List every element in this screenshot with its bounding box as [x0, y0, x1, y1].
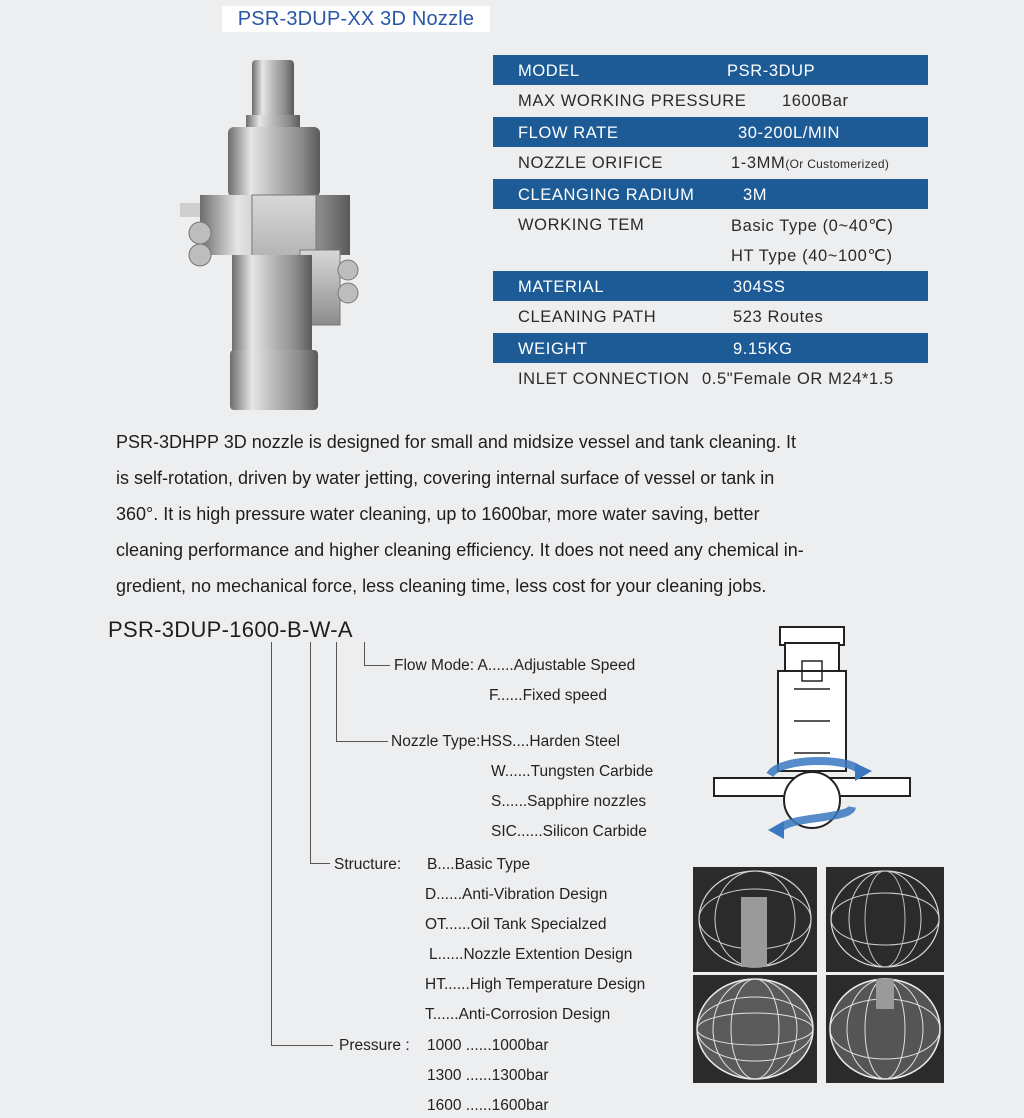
description-line: cleaning performance and higher cleaning efficiency. It does not need any chemical in- — [116, 540, 804, 560]
spec-value — [727, 62, 815, 81]
spec-value — [738, 124, 840, 143]
pressure-option: 1000 ......1000bar — [427, 1037, 549, 1054]
spec-value — [702, 370, 894, 389]
flow-mode-option: F......Fixed speed — [489, 687, 608, 704]
spec-row — [493, 209, 928, 239]
spec-value-text: 9.15KG — [733, 340, 793, 358]
spec-value-text: 1-3MM — [731, 154, 786, 172]
spec-value — [782, 92, 849, 111]
spec-value — [733, 340, 793, 359]
structure-label: Structure: — [334, 856, 402, 873]
spec-value-text: 3M — [743, 186, 768, 204]
nozzle-type-option: S......Sapphire nozzles — [491, 793, 647, 810]
spec-value-text: 523 Routes — [733, 308, 824, 326]
spec-value-text: HT Type (40~100℃) — [731, 247, 893, 265]
description-line: gredient, no mechanical force, less cleaning time, less cost for your cleaning jobs. — [116, 576, 767, 596]
spec-row — [493, 147, 928, 177]
connector-line — [364, 665, 390, 666]
spec-row — [493, 85, 928, 115]
spec-key: INLET CONNECTION — [518, 370, 690, 388]
nozzle-type-option: W......Tungsten Carbide — [491, 763, 654, 780]
spec-key: MAX WORKING PRESSURE — [518, 92, 747, 110]
spec-value-text: Basic Type (0~40℃) — [731, 217, 894, 235]
spec-row — [493, 55, 928, 85]
spec-value-text: 0.5"Female OR M24*1.5 — [702, 370, 894, 388]
spec-key: NOZZLE ORIFICE — [518, 154, 663, 172]
description-line: is self-rotation, driven by water jetting, covering internal surface of vessel or tank in — [116, 468, 775, 488]
product-description — [116, 424, 916, 604]
structure-option: L......Nozzle Extention Design — [429, 946, 633, 963]
description-line: 360°. It is high pressure water cleaning, up to 1600bar, more water saving, better — [116, 504, 760, 524]
pressure-label: Pressure : — [339, 1037, 410, 1054]
spec-key: MODEL — [518, 62, 580, 80]
connector-line — [336, 642, 337, 742]
spec-row — [493, 117, 928, 147]
spec-value — [733, 278, 786, 297]
spec-value-text: 1600Bar — [782, 92, 849, 110]
cleaning-path-image — [693, 975, 817, 1083]
spec-value-text: 30-200L/MIN — [738, 124, 840, 142]
page-title: PSR-3DUP-XX 3D Nozzle — [222, 6, 490, 32]
spec-row — [493, 271, 928, 301]
spec-value — [743, 186, 767, 205]
spec-row — [493, 363, 928, 393]
nozzle-type-option: Nozzle Type:HSS....Harden Steel — [391, 733, 620, 750]
cleaning-path-image — [826, 975, 944, 1083]
cleaning-path-image — [693, 867, 817, 972]
connector-line — [310, 863, 330, 864]
spec-value-text: 304SS — [733, 278, 786, 296]
connector-line — [310, 642, 311, 864]
structure-option: T......Anti-Corrosion Design — [425, 1006, 611, 1023]
nozzle-type-option: SIC......Silicon Carbide — [491, 823, 647, 840]
structure-option: D......Anti-Vibration Design — [425, 886, 608, 903]
cleaning-path-image — [826, 867, 944, 972]
spec-key: CLEANING PATH — [518, 308, 657, 326]
structure-option: B....Basic Type — [427, 856, 531, 873]
spec-row — [493, 301, 928, 331]
model-code: PSR-3DUP-1600-B-W-A — [108, 617, 353, 642]
spec-value-text: PSR-3DUP — [727, 62, 816, 80]
spec-value — [731, 246, 893, 266]
spec-row — [493, 333, 928, 363]
structure-option: HT......High Temperature Design — [425, 976, 646, 993]
spec-key: MATERIAL — [518, 278, 605, 296]
spec-key: CLEANGING RADIUM — [518, 186, 695, 204]
spec-value — [731, 216, 893, 236]
connector-line — [271, 1045, 333, 1046]
spec-row — [493, 239, 928, 269]
flow-mode-option: Flow Mode: A......Adjustable Speed — [394, 657, 636, 674]
spec-key: WEIGHT — [518, 340, 588, 358]
connector-line — [364, 642, 365, 666]
pressure-option: 1300 ......1300bar — [427, 1067, 549, 1084]
spec-key: FLOW RATE — [518, 124, 619, 142]
pressure-option: 1600 ......1600bar — [427, 1097, 549, 1114]
spec-key: WORKING TEM — [518, 216, 645, 234]
spec-value-note: (Or Customerized) — [785, 157, 890, 171]
spec-value — [731, 154, 889, 173]
spec-table — [493, 55, 928, 393]
nozzle-product-image — [170, 55, 380, 415]
spec-row — [493, 179, 928, 209]
connector-line — [336, 741, 388, 742]
rotation-diagram — [710, 625, 915, 840]
spec-value — [733, 308, 823, 327]
connector-line — [271, 642, 272, 1045]
structure-option: OT......Oil Tank Specialzed — [425, 916, 607, 933]
description-line: PSR-3DHPP 3D nozzle is designed for small and midsize vessel and tank cleaning. It — [116, 432, 797, 452]
